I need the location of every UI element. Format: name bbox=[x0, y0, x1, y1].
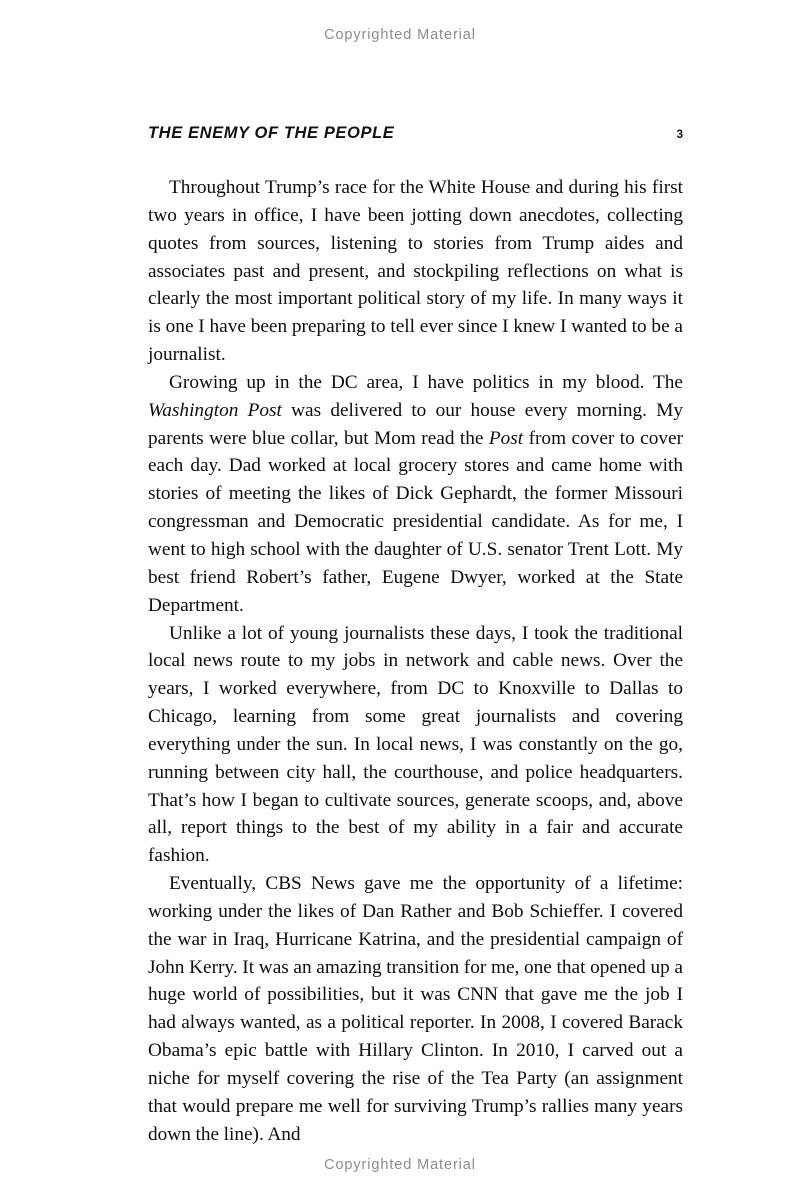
body-text-block bbox=[148, 174, 683, 1149]
paragraph-1: Throughout Trump’s race for the White House and during his first two years in office, I have been jotting down anecdotes, collecting quotes from sources, listening to stories from Trump aides and associates past and present, and stockpiling reflections on what is clearly the most important political story of my life. In many ways it is one I have been preparing to tell ever since I knew I wanted to be a journalist. bbox=[148, 177, 683, 366]
paragraph-4: Eventually, CBS News gave me the opportunity of a lifetime: working under the likes of Dan Rather and Bob Schieffer. I covered the war in Iraq, Hurricane Katrina, and the presidential campaign of John Kerry. It was an amazing transition for me, one that opened up a huge world of possibilities, but it was CNN that gave me the job I had always wanted, as a political reporter. In 2008, I covered Barack Obama’s epic battle with Hillary Clinton. In 2010, I carved out a niche for myself covering the rise of the Tea Party (an assignment that would prepare me well for surviving Trump’s rallies many years down the line). And bbox=[148, 873, 683, 1145]
italic-title: Washington Post bbox=[148, 399, 282, 421]
watermark-bottom: Copyrighted Material bbox=[324, 1157, 476, 1173]
running-head bbox=[148, 124, 683, 143]
running-head-title: THE ENEMY OF THE PEOPLE bbox=[148, 124, 395, 142]
italic-title: Post bbox=[488, 427, 524, 449]
paragraph-2: Growing up in the DC area, I have politics in my blood. The Washington Post was delivered to our house every morning. My parents were blue collar, but Mom read the Post from cover to cover each day. Dad worked at local grocery stores and came home with stories of meeting the likes of Dick Gephardt, the former Missouri congressman and Democratic presidential candidate. As for me, I went to high school with the daughter of U.S. senator Trent Lott. My best friend Robert’s father, Eugene Dwyer, worked at the State Department. bbox=[148, 371, 683, 616]
watermark-top: Copyrighted Material bbox=[324, 27, 476, 43]
page-number: 3 bbox=[676, 129, 683, 141]
paragraph-3: Unlike a lot of young journalists these days, I took the traditional local news route to my jobs in network and cable news. Over the years, I worked everywhere, from DC to Knoxville to Dallas to Chicago, learning from some great journalists and covering everything under the sun. In local news, I was constantly on the go, running between city hall, the courthouse, and police headquarters. That’s how I began to cultivate sources, generate scoops, and, above all, report things to the best of my ability in a fair and accurate fashion. bbox=[148, 622, 683, 867]
